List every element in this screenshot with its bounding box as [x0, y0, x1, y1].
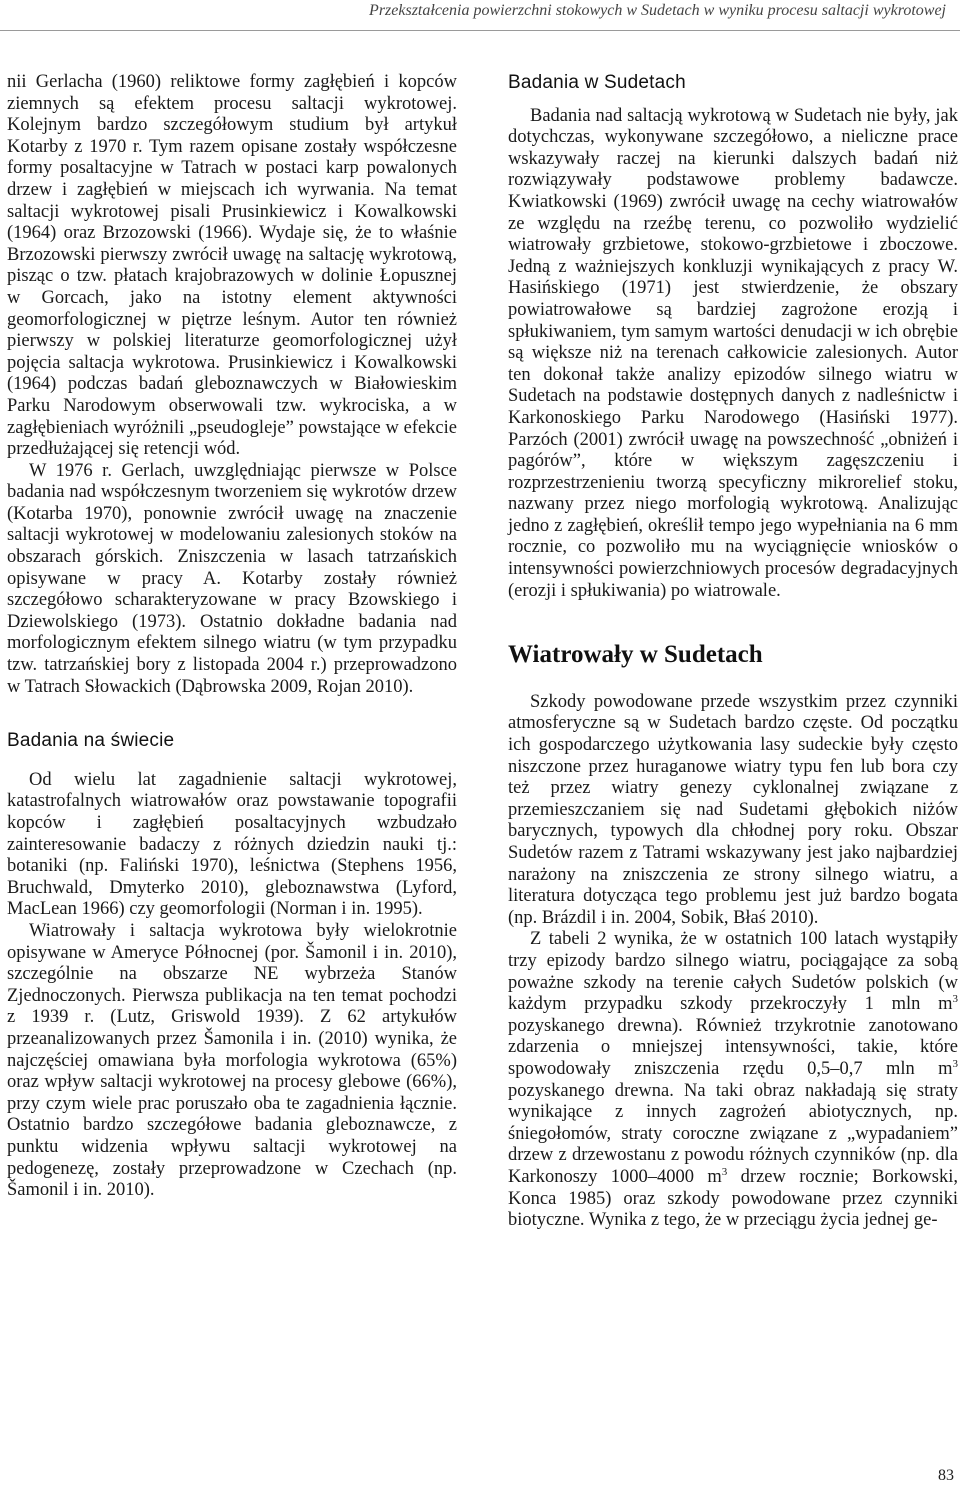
running-header: Przekształcenia powierzchni stokowych w Sudetach w wyniku procesu saltacji wykrotowej	[369, 2, 946, 19]
superscript: 3	[721, 1165, 728, 1178]
paragraph: nii Gerlacha (1960) reliktowe formy zagłębień i kopców ziemnych są efektem procesu saltacji wykrotowej. Kolejnym bardzo szczegółowym studium był artykuł Kotarby z 1970 r. Tym razem opisane zostały współczesne formy posaltacyjne w Tatrach w postaci karp powalonych drzew i zagłębień w miejscach ich wyrwania. Na temat saltacji wykrotowej pisali Prusinkiewicz i Kowalkowski (1964) oraz Brzozowski (1966). Wydaje się, że to właśnie Brzozowski pierwszy zwrócił uwagę na saltację wykrotową, pisząc o tzw. płatach krajobrazowych w dolinie Łopusznej w Gorcach, jako na istotny element aktywności geomorfologicznej w piętrze leśnym. Autor ten również pierwszy w polskiej literaturze geomorfologicznej użył pojęcia saltacja wykrotowa. Prusinkiewicz i Kowalkowski (1964) podczas badań gleboznawczych w Białowieskim Parku Narodowym obserwowali tzw. wykrociska, a w zagłębieniach wyróżnili „pseudogleje” powstające w efekcie przedłużającej się retencji wód.	[7, 72, 457, 460]
paragraph: Badania nad saltacją wykrotową w Sudetach nie były, jak dotychczas, wykonywane szczegółowo, a nieliczne prace wskazywały raczej na kierunki dalszych badań niż rozwiązywały podstawowe problemy badawcze. Kwiatkowski (1969) zwrócił uwagę na cechy wiatrowałów ze względu na rzeźbę terenu, co pozwoliło wydzielić wiatrowały grzbietowe, stokowo-grzbietowe i zboczowe. Jedną z ważniejszych konkluzji wynikających z pracy W. Hasińskiego (1971) jest stwierdzenie, że obszary powiatrowałowe są bardziej zagrożone erozją i spłukiwaniem, tym samym wartości denudacji w ich obrębie są większe niż na terenach całkowicie zalesionych. Autor ten dokonał także analizy epizodów silnego wiatru w Sudetach na podstawie dostępnych danych z nadleśnictw i Karkonoskiego Parku Narodowego (Hasiński 1977). Parzóch (2001) zwrócił uwagę na powszechność „obniżeń i pagórów”, które w większym zagęszczeniu i rozprzestrzenieniu tworzą specyficzny mikrorelief stoku, nazwany przez niego morfologią wykrotową. Analizując jedno z zagłębień, określił tempo jego wypełniania na 6 mm rocznie, co pozwoliło mu na wyciągnięcie wniosków o intensywności powierzchniowych procesów degradacyjnych (erozji i spłukiwania) po wiatrowale.	[508, 105, 958, 601]
text-run: pozyskanego drewna. Na taki obraz nakładają się straty wynikające z innych zagrożeń abiotycznych, np. śniegołomów, straty coroczne związane z „wypadaniem” drzew z drzewostanu z powodu różnych czynników (np. dla Karkonoszy 1000–4000 m	[508, 1080, 958, 1187]
superscript: 3	[952, 1057, 958, 1070]
left-column	[7, 72, 457, 1202]
paragraph: Od wielu lat zagadnienie saltacji wykrotowej, katastrofalnych wiatrowałów oraz powstawanie topografii kopców i zagłębień posaltacyjnych wzbudzało zainteresowanie badaczy z różnych dziedzin nauki tj.: botaniki (np. Faliński 1970), leśnictwa (Stephens 1956, Bruchwald, Dmyterko 2010), gleboznawstwa (Lyford, MacLean 1966) czy geomorfologii (Norman i in. 1995).	[7, 769, 457, 920]
paragraph: W 1976 r. Gerlach, uwzględniając pierwsze w Polsce badania nad współczesnym tworzeniem się wykrotów drzew (Kotarba 1970), ponownie zwrócił uwagę na znaczenie saltacji wykrotowej w modelowaniu zalesionych stoków na obszarach górskich. Zniszczenia w lasach tatrzańskich opisywane w pracy A. Kotarby zostały również szczegółowo scharakteryzowane w pracy Bzowskiego i Dziewolskiego (1973). Ostatnio dokładne badania nad morfologicznym efektem silnego wiatru (w tym przypadku tzw. tatrzańskiej bory z listopada 2004 r.) przeprowadzono w Tatrach Słowackich (Dąbrowska 2009, Rojan 2010).	[7, 460, 457, 697]
paragraph: Wiatrowały i saltacja wykrotowa były wielokrotnie opisywane w Ameryce Północnej (por. Šamonil i in. 2010), szczególnie na obszarze NE wybrzeża Stanów Zjednoczonych. Pierwsza publikacja na ten temat pochodzi z 1939 r. (Lutz, Griswold 1939). Z 62 artykułów przeanalizowanych przez Šamonila i in. (2010) wynika, że najczęściej omawiana była morfologia wykrotowa (65%) oraz wpływ saltacji wykrotowej na procesy glebowe (66%), przy czym wiele prac poruszało oba te zagadnienia łącznie. Ostatnio bardzo szczegółowe badania gleboznawcze, z punktu widzenia wpływu saltacji wykrotowej na pedogenezę, zostały przeprowadzone w Czechach (np. Šamonil i in. 2010).	[7, 920, 457, 1201]
text-run: Z tabeli 2 wynika, że w ostatnich 100 latach wystąpiły trzy epizody bardzo silnego wiatru, pociągające za sobą poważne szkody na terenie całych Sudetów polskich (w każdym przypadku szkody przekroczyły 1 mln m	[508, 929, 958, 1015]
text-run: pozyskanego drewna). Również trzykrotnie zanotowano zdarzenia o mniejszej intensywności, takie, które spowodowały zniszczenia rzędu 0,5–0,7 mln m	[508, 1015, 958, 1079]
right-column	[508, 72, 958, 1232]
paragraph	[508, 929, 958, 1231]
section-heading: Badania w Sudetach	[508, 72, 686, 93]
section-heading: Badania na świecie	[7, 730, 175, 752]
text-run: drzew rocznie; Borkowski, Konca 1985) oraz szkody powodowane przez czynniki biotyczne. Wynika z tego, że w przeciągu życia jednej ge-	[508, 1166, 958, 1231]
superscript: 3	[952, 993, 958, 1005]
header-divider	[0, 30, 960, 31]
page-number: 83	[938, 1467, 954, 1484]
paragraph: Szkody powodowane przede wszystkim przez czynniki atmosferyczne są w Sudetach bardzo częste. Od początku ich gospodarczego użytkowania lasy sudeckie były często niszczone przez huraganowe wiatry typu fen lub bora czy też przez wiatry genezy cyklonalnej związane z przemieszczaniem się nad Sudetami głębokich niżów barycznych, typowych dla chłodnej pory roku. Obszar Sudetów razem z Tatrami wskazywany jest jako najbardziej narażony na zniszczenia ze strony silnego wiatru, a literatura dotycząca tego problemu jest już bardzo bogata (np. Brázdil i in. 2004, Sobik, Błaś 2010).	[508, 691, 958, 928]
section-title: Wiatrowały w Sudetach	[508, 641, 763, 669]
